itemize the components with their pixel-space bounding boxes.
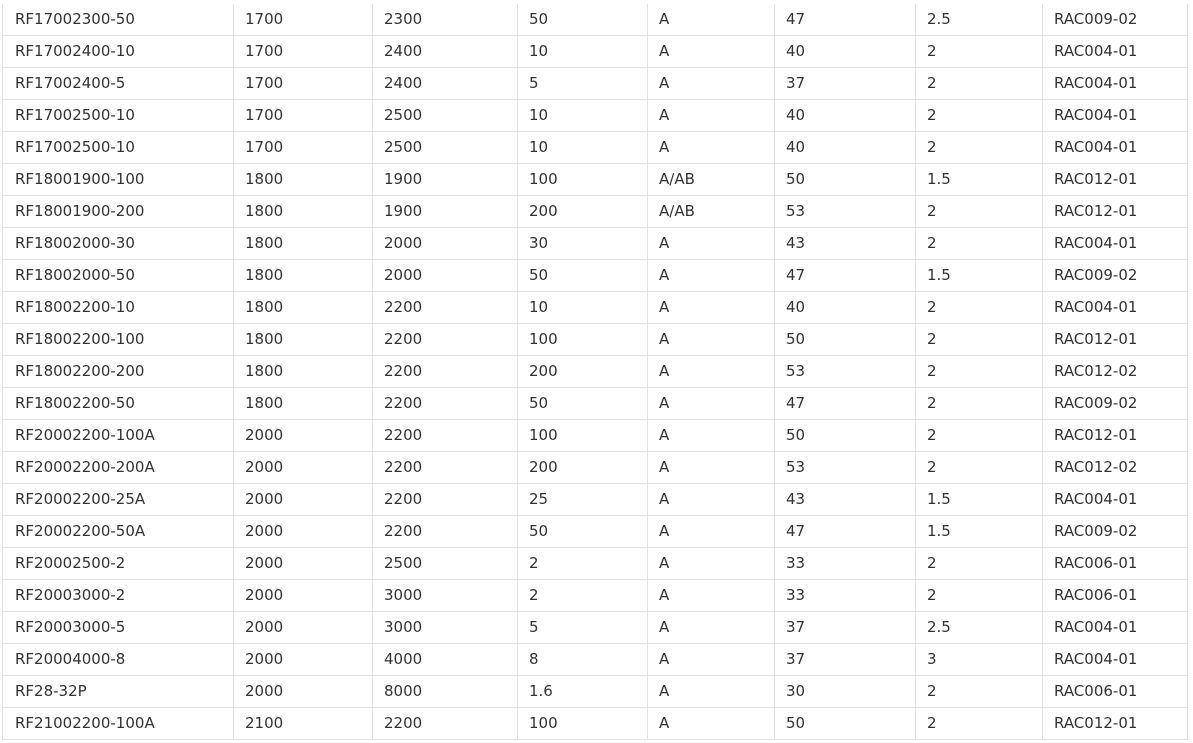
class-cell: A/AB <box>648 196 775 228</box>
col4-cell: 100 <box>518 420 648 452</box>
class-cell: A <box>648 260 775 292</box>
code-cell: RAC004-01 <box>1043 612 1188 644</box>
col7-cell: 2 <box>916 356 1043 388</box>
code-cell: RAC012-01 <box>1043 196 1188 228</box>
table-row <box>3 260 1188 292</box>
col7-cell: 1.5 <box>916 260 1043 292</box>
code-cell: RAC006-01 <box>1043 676 1188 708</box>
col7-cell: 2 <box>916 36 1043 68</box>
model-cell: RF18002000-30 <box>3 228 234 260</box>
col7-cell: 2 <box>916 708 1043 740</box>
class-cell: A <box>648 356 775 388</box>
class-cell: A <box>648 100 775 132</box>
code-cell: RAC009-02 <box>1043 4 1188 36</box>
class-cell: A <box>648 484 775 516</box>
col6-cell: 50 <box>775 164 916 196</box>
col2-cell: 1800 <box>234 292 373 324</box>
col3-cell: 2000 <box>373 260 518 292</box>
col4-cell: 10 <box>518 132 648 164</box>
col2-cell: 1700 <box>234 68 373 100</box>
col4-cell: 25 <box>518 484 648 516</box>
col3-cell: 8000 <box>373 676 518 708</box>
col7-cell: 1.5 <box>916 516 1043 548</box>
class-cell: A <box>648 68 775 100</box>
col3-cell: 2200 <box>373 292 518 324</box>
table-row <box>3 612 1188 644</box>
col2-cell: 1800 <box>234 164 373 196</box>
col4-cell: 50 <box>518 260 648 292</box>
code-cell: RAC009-02 <box>1043 260 1188 292</box>
col2-cell: 1800 <box>234 228 373 260</box>
model-cell: RF20002500-2 <box>3 548 234 580</box>
code-cell: RAC006-01 <box>1043 580 1188 612</box>
code-cell: RAC009-02 <box>1043 516 1188 548</box>
col2-cell: 1700 <box>234 4 373 36</box>
table-row <box>3 452 1188 484</box>
col2-cell: 2000 <box>234 484 373 516</box>
col7-cell: 2 <box>916 676 1043 708</box>
col3-cell: 2400 <box>373 36 518 68</box>
col6-cell: 30 <box>775 676 916 708</box>
code-cell: RAC009-02 <box>1043 388 1188 420</box>
col3-cell: 2200 <box>373 452 518 484</box>
model-cell: RF17002400-5 <box>3 68 234 100</box>
col4-cell: 200 <box>518 452 648 484</box>
code-cell: RAC004-01 <box>1043 132 1188 164</box>
col6-cell: 50 <box>775 324 916 356</box>
col4-cell: 10 <box>518 100 648 132</box>
model-cell: RF18002200-100 <box>3 324 234 356</box>
col4-cell: 100 <box>518 324 648 356</box>
model-cell: RF20002200-50A <box>3 516 234 548</box>
table-row <box>3 516 1188 548</box>
col2-cell: 2000 <box>234 580 373 612</box>
col6-cell: 47 <box>775 516 916 548</box>
col2-cell: 2000 <box>234 676 373 708</box>
code-cell: RAC004-01 <box>1043 68 1188 100</box>
col4-cell: 200 <box>518 196 648 228</box>
col6-cell: 47 <box>775 4 916 36</box>
col3-cell: 2200 <box>373 516 518 548</box>
col4-cell: 5 <box>518 68 648 100</box>
col3-cell: 1900 <box>373 196 518 228</box>
product-table <box>2 4 1188 740</box>
col3-cell: 2500 <box>373 100 518 132</box>
model-cell: RF20003000-2 <box>3 580 234 612</box>
class-cell: A <box>648 644 775 676</box>
code-cell: RAC004-01 <box>1043 292 1188 324</box>
col7-cell: 2.5 <box>916 4 1043 36</box>
model-cell: RF17002500-10 <box>3 100 234 132</box>
col6-cell: 53 <box>775 196 916 228</box>
col7-cell: 2 <box>916 580 1043 612</box>
col7-cell: 2 <box>916 68 1043 100</box>
col3-cell: 3000 <box>373 612 518 644</box>
col7-cell: 1.5 <box>916 164 1043 196</box>
class-cell: A <box>648 676 775 708</box>
col6-cell: 37 <box>775 68 916 100</box>
code-cell: RAC012-01 <box>1043 324 1188 356</box>
table-row <box>3 132 1188 164</box>
table-row <box>3 420 1188 452</box>
col4-cell: 2 <box>518 548 648 580</box>
code-cell: RAC012-02 <box>1043 452 1188 484</box>
col3-cell: 2200 <box>373 484 518 516</box>
table-row <box>3 580 1188 612</box>
table-row <box>3 100 1188 132</box>
class-cell: A <box>648 4 775 36</box>
col7-cell: 2 <box>916 324 1043 356</box>
col2-cell: 1800 <box>234 388 373 420</box>
model-cell: RF20002200-100A <box>3 420 234 452</box>
class-cell: A <box>648 388 775 420</box>
col6-cell: 37 <box>775 644 916 676</box>
col6-cell: 33 <box>775 580 916 612</box>
class-cell: A <box>648 420 775 452</box>
model-cell: RF18002200-200 <box>3 356 234 388</box>
col2-cell: 2000 <box>234 452 373 484</box>
class-cell: A <box>648 516 775 548</box>
col3-cell: 4000 <box>373 644 518 676</box>
table-row <box>3 356 1188 388</box>
table-row <box>3 4 1188 36</box>
table-row <box>3 324 1188 356</box>
model-cell: RF21002200-100A <box>3 708 234 740</box>
class-cell: A <box>648 452 775 484</box>
col7-cell: 2 <box>916 132 1043 164</box>
col4-cell: 2 <box>518 580 648 612</box>
col7-cell: 2 <box>916 548 1043 580</box>
col6-cell: 47 <box>775 260 916 292</box>
col7-cell: 2 <box>916 228 1043 260</box>
class-cell: A <box>648 708 775 740</box>
code-cell: RAC012-01 <box>1043 420 1188 452</box>
code-cell: RAC006-01 <box>1043 548 1188 580</box>
class-cell: A <box>648 580 775 612</box>
class-cell: A <box>648 548 775 580</box>
table-row <box>3 484 1188 516</box>
code-cell: RAC004-01 <box>1043 644 1188 676</box>
table-body <box>3 4 1188 740</box>
col6-cell: 50 <box>775 708 916 740</box>
col3-cell: 2200 <box>373 324 518 356</box>
col2-cell: 1700 <box>234 100 373 132</box>
col3-cell: 2500 <box>373 132 518 164</box>
class-cell: A/AB <box>648 164 775 196</box>
class-cell: A <box>648 612 775 644</box>
col6-cell: 50 <box>775 420 916 452</box>
col2-cell: 2000 <box>234 644 373 676</box>
col4-cell: 10 <box>518 36 648 68</box>
col4-cell: 100 <box>518 708 648 740</box>
col4-cell: 10 <box>518 292 648 324</box>
col2-cell: 1800 <box>234 196 373 228</box>
col3-cell: 2500 <box>373 548 518 580</box>
model-cell: RF18002200-50 <box>3 388 234 420</box>
col4-cell: 30 <box>518 228 648 260</box>
table-row <box>3 68 1188 100</box>
model-cell: RF17002500-10 <box>3 132 234 164</box>
col6-cell: 33 <box>775 548 916 580</box>
col7-cell: 2 <box>916 388 1043 420</box>
table-row <box>3 676 1188 708</box>
code-cell: RAC004-01 <box>1043 100 1188 132</box>
table-row <box>3 228 1188 260</box>
table-row <box>3 708 1188 740</box>
col4-cell: 50 <box>518 4 648 36</box>
class-cell: A <box>648 36 775 68</box>
col3-cell: 2400 <box>373 68 518 100</box>
col2-cell: 1700 <box>234 36 373 68</box>
col6-cell: 40 <box>775 292 916 324</box>
class-cell: A <box>648 324 775 356</box>
table-row <box>3 644 1188 676</box>
col2-cell: 2000 <box>234 516 373 548</box>
col2-cell: 1700 <box>234 132 373 164</box>
col3-cell: 2200 <box>373 708 518 740</box>
product-table-container <box>2 4 1187 740</box>
class-cell: A <box>648 228 775 260</box>
table-row <box>3 196 1188 228</box>
col3-cell: 2200 <box>373 356 518 388</box>
col2-cell: 2100 <box>234 708 373 740</box>
col6-cell: 53 <box>775 452 916 484</box>
model-cell: RF20002200-25A <box>3 484 234 516</box>
col6-cell: 40 <box>775 100 916 132</box>
col2-cell: 1800 <box>234 324 373 356</box>
col2-cell: 2000 <box>234 612 373 644</box>
col4-cell: 50 <box>518 388 648 420</box>
col7-cell: 3 <box>916 644 1043 676</box>
col7-cell: 2.5 <box>916 612 1043 644</box>
table-row <box>3 388 1188 420</box>
model-cell: RF20003000-5 <box>3 612 234 644</box>
col6-cell: 40 <box>775 132 916 164</box>
model-cell: RF18001900-200 <box>3 196 234 228</box>
col3-cell: 2000 <box>373 228 518 260</box>
col3-cell: 2200 <box>373 388 518 420</box>
class-cell: A <box>648 292 775 324</box>
col2-cell: 1800 <box>234 260 373 292</box>
model-cell: RF18002000-50 <box>3 260 234 292</box>
model-cell: RF20002200-200A <box>3 452 234 484</box>
col6-cell: 43 <box>775 484 916 516</box>
col7-cell: 1.5 <box>916 484 1043 516</box>
model-cell: RF18002200-10 <box>3 292 234 324</box>
code-cell: RAC012-01 <box>1043 708 1188 740</box>
col6-cell: 40 <box>775 36 916 68</box>
model-cell: RF17002300-50 <box>3 4 234 36</box>
code-cell: RAC004-01 <box>1043 228 1188 260</box>
col7-cell: 2 <box>916 100 1043 132</box>
col7-cell: 2 <box>916 420 1043 452</box>
col4-cell: 100 <box>518 164 648 196</box>
code-cell: RAC004-01 <box>1043 36 1188 68</box>
table-row <box>3 548 1188 580</box>
table-row <box>3 164 1188 196</box>
col7-cell: 2 <box>916 196 1043 228</box>
col6-cell: 43 <box>775 228 916 260</box>
class-cell: A <box>648 132 775 164</box>
col2-cell: 2000 <box>234 548 373 580</box>
code-cell: RAC012-01 <box>1043 164 1188 196</box>
table-row <box>3 292 1188 324</box>
col3-cell: 1900 <box>373 164 518 196</box>
col2-cell: 1800 <box>234 356 373 388</box>
model-cell: RF18001900-100 <box>3 164 234 196</box>
model-cell: RF28-32P <box>3 676 234 708</box>
col7-cell: 2 <box>916 452 1043 484</box>
col3-cell: 2200 <box>373 420 518 452</box>
table-row <box>3 36 1188 68</box>
code-cell: RAC012-02 <box>1043 356 1188 388</box>
model-cell: RF20004000-8 <box>3 644 234 676</box>
code-cell: RAC004-01 <box>1043 484 1188 516</box>
col6-cell: 53 <box>775 356 916 388</box>
col3-cell: 3000 <box>373 580 518 612</box>
col4-cell: 1.6 <box>518 676 648 708</box>
col4-cell: 8 <box>518 644 648 676</box>
col4-cell: 5 <box>518 612 648 644</box>
col4-cell: 50 <box>518 516 648 548</box>
col3-cell: 2300 <box>373 4 518 36</box>
col4-cell: 200 <box>518 356 648 388</box>
col6-cell: 37 <box>775 612 916 644</box>
model-cell: RF17002400-10 <box>3 36 234 68</box>
col6-cell: 47 <box>775 388 916 420</box>
col7-cell: 2 <box>916 292 1043 324</box>
col2-cell: 2000 <box>234 420 373 452</box>
